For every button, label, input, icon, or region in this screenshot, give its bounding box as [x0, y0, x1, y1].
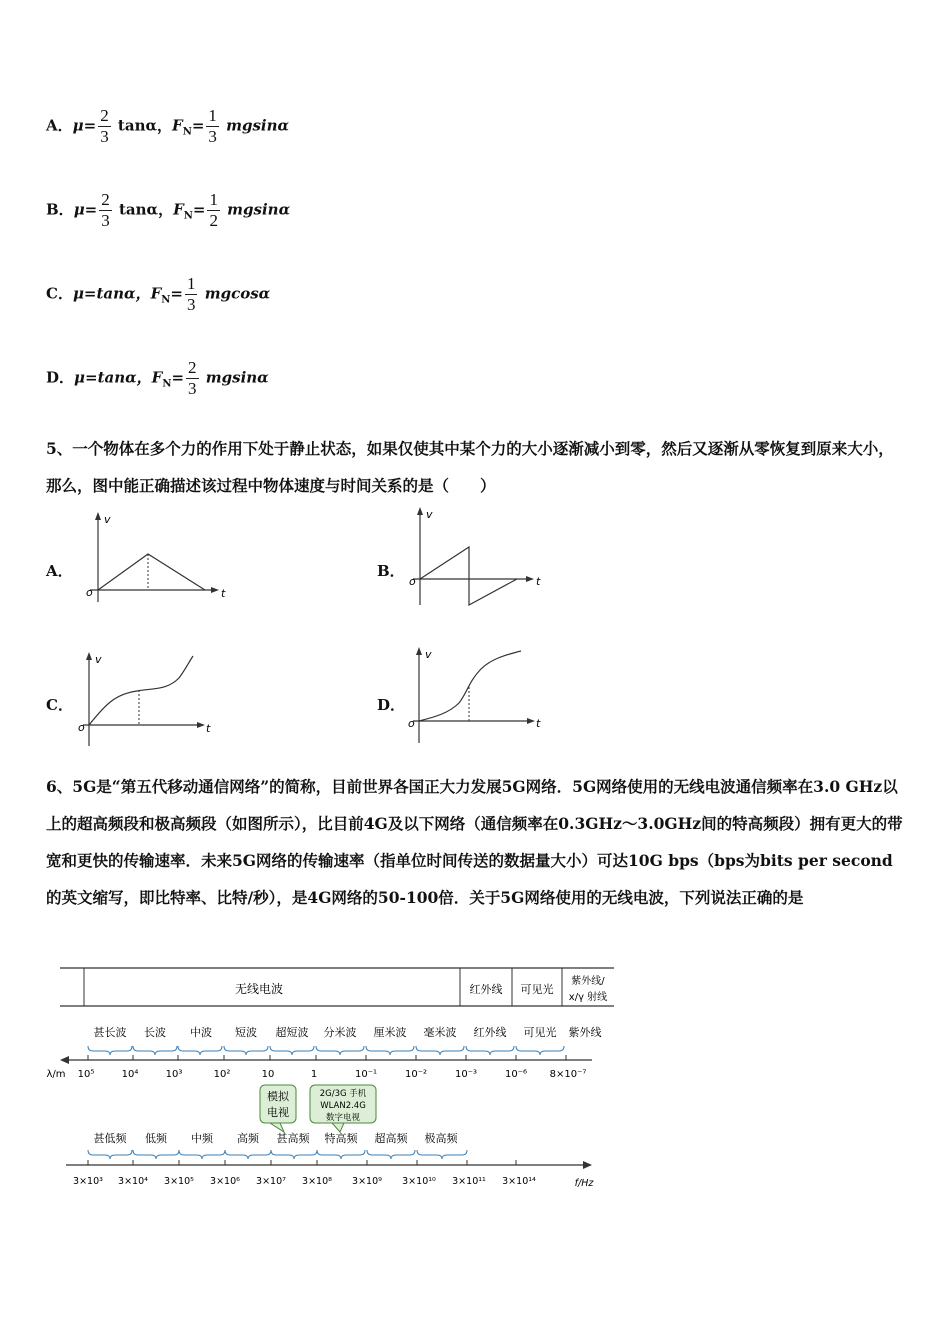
freq-band-label: 超高频: [374, 1132, 408, 1145]
callout-text: 2G/3G 手机: [319, 1089, 367, 1099]
force-suffix: mgsinα: [220, 116, 290, 135]
freq-band-label: 甚低频: [93, 1132, 127, 1145]
question-6-text: 6、5G是“第五代移动通信网络”的简称，目前世界各国正大力发展5G网络．5G网络使用的无线电波通信频率在3.0 GHz以上的超高频段和极高频段（如图所示），比目前4G及以下网络（通信频率在0.3GHz～3.0GHz间的特高频段）拥有更大的带宽和更快的传输速率．未来5G网络的传输速率（指单位时间传送的数据量大小）可达10G bps（bps为bits per second的英文缩写，即比特率、比特/秒），是4G网络的50-100倍．关于5G网络使用的无线电波，下列说法正确的是: [46, 777, 903, 907]
t-axis-arrow: [211, 587, 219, 593]
band-infrared: 红外线: [469, 983, 503, 996]
velocity-curve: [420, 547, 517, 605]
t-label: t: [206, 722, 211, 735]
lambda-axis-arrow: [60, 1056, 69, 1064]
freq-band-label: 中频: [191, 1132, 213, 1145]
band-brace: [466, 1046, 514, 1055]
callout-text: 电视: [267, 1106, 289, 1119]
band-brace: [225, 1150, 271, 1159]
band-brace: [179, 1150, 225, 1159]
force-sub: N: [182, 126, 192, 138]
force-sub: N: [183, 210, 193, 222]
mu-suffix: tanα，: [112, 116, 173, 135]
option-label: D．: [46, 368, 75, 387]
wave-band-label: 中波: [190, 1026, 212, 1039]
velocity-curve: [98, 554, 205, 590]
force-suffix: mgsinα: [200, 368, 269, 387]
v-label: v: [426, 508, 433, 521]
equals: =: [171, 368, 185, 387]
wave-band-label: 长波: [144, 1026, 166, 1039]
graph-b: [405, 505, 555, 610]
velocity-curve: [419, 651, 521, 721]
wave-band-label: 分米波: [323, 1026, 357, 1039]
freq-tick-label: 3×10⁴: [118, 1176, 148, 1187]
fraction: [186, 358, 199, 399]
fraction: [207, 190, 220, 231]
numerator: 1: [186, 274, 196, 293]
band-brace: [516, 1046, 564, 1055]
band-visible: 可见光: [520, 983, 554, 996]
option-label: A．: [46, 116, 73, 135]
lambda-tick-label: 10⁻¹: [354, 1069, 378, 1080]
option-label: C．: [46, 284, 73, 303]
freq-tick-label: 3×10¹⁴: [502, 1176, 536, 1187]
band-brace: [270, 1046, 314, 1055]
callout-text: 数字电视: [325, 1113, 361, 1123]
freq-band-label: 特高频: [324, 1132, 358, 1145]
lambda-tick-label: 1: [310, 1069, 318, 1080]
wave-band-label: 紫外线: [568, 1026, 602, 1039]
lambda-tick-label: 10⁵: [77, 1069, 95, 1080]
band-xray: x/γ 射线: [568, 992, 608, 1003]
freq-tick-label: 3×10⁵: [164, 1176, 194, 1187]
graph-d-label: D．: [377, 696, 406, 714]
mu-text: μ=: [73, 200, 98, 219]
wave-band-label: 甚长波: [93, 1026, 127, 1039]
denominator: 3: [101, 211, 110, 230]
question-5-text: 5、一个物体在多个力的作用下处于静止状态，如果仅使其中某个力的大小逐渐减小到零，然后又逐渐从零恢复到原来大小，那么，图中能正确描述该过程中物体速度与时间关系的是（ ）: [46, 439, 894, 495]
freq-tick-label: 3×10³: [73, 1176, 103, 1187]
band-uv: 紫外线/: [571, 976, 605, 987]
lambda-tick-label: 10⁴: [121, 1069, 139, 1080]
v-label: v: [95, 653, 102, 666]
numerator: 1: [208, 106, 217, 125]
freq-band-label: 低频: [145, 1132, 167, 1145]
freq-tick-label: 3×10⁸: [302, 1176, 332, 1187]
callout-text: 模拟: [267, 1090, 289, 1103]
force-sub: N: [162, 378, 172, 390]
lambda-tick-label: 10: [261, 1069, 275, 1080]
band-brace: [178, 1046, 222, 1055]
force-sub: N: [161, 294, 171, 306]
denominator: 2: [209, 211, 218, 230]
fraction: [98, 106, 111, 147]
band-brace: [133, 1046, 177, 1055]
lambda-tick-label: 10⁻³: [454, 1069, 478, 1080]
force-symbol: F: [173, 200, 184, 219]
freq-tick-label: 3×10⁹: [352, 1176, 382, 1187]
force-symbol: F: [172, 116, 183, 135]
callout-analog-tv: [260, 1085, 296, 1132]
em-spectrum-diagram: [44, 964, 614, 1194]
graph-c-label: C．: [46, 696, 73, 714]
band-brace: [88, 1150, 132, 1159]
mu-suffix: tanα，: [113, 200, 174, 219]
freq-tick-label: 3×10⁶: [210, 1176, 240, 1187]
mu-text: μ=: [72, 116, 97, 135]
lambda-tick-label: 10⁻²: [404, 1069, 428, 1080]
graph-c: [75, 650, 225, 750]
option-c: [46, 274, 270, 315]
option-d: [46, 358, 269, 399]
freq-tick-label: 3×10¹⁰: [402, 1176, 436, 1187]
band-brace: [316, 1046, 364, 1055]
v-axis-arrow: [416, 647, 422, 655]
fraction: [185, 274, 198, 315]
band-brace: [224, 1046, 268, 1055]
v-axis-arrow: [417, 507, 423, 515]
graph-a: [80, 510, 230, 610]
v-label: v: [425, 648, 432, 661]
t-axis-arrow: [197, 722, 205, 728]
equals: =: [191, 116, 205, 135]
velocity-curve: [89, 656, 193, 725]
lambda-tick-label: 10²: [213, 1069, 231, 1080]
denominator: 3: [100, 127, 109, 146]
numerator: 2: [100, 106, 109, 125]
callout-mobile-wlan: [310, 1085, 376, 1132]
graph-a-label: A．: [46, 562, 73, 580]
force-suffix: mgcosα: [199, 284, 271, 303]
freq-tick-label: 3×10⁷: [256, 1176, 286, 1187]
band-brace: [366, 1046, 414, 1055]
band-brace: [317, 1150, 365, 1159]
t-axis-arrow: [527, 718, 535, 724]
wave-band-label: 超短波: [275, 1026, 309, 1039]
force-suffix: mgsinα: [221, 200, 291, 219]
equals: =: [170, 284, 183, 303]
band-brace: [133, 1150, 179, 1159]
freq-axis-arrow: [583, 1161, 592, 1169]
v-axis-arrow: [86, 652, 92, 660]
wave-band-label: 短波: [235, 1026, 257, 1039]
origin-label: o: [408, 717, 415, 730]
equals: =: [192, 200, 206, 219]
option-label: B．: [46, 200, 74, 219]
graph-b-label: B．: [377, 562, 405, 580]
denominator: 3: [186, 295, 196, 314]
lambda-tick-label: 8×10⁻⁷: [549, 1069, 587, 1080]
band-brace: [367, 1150, 415, 1159]
band-brace: [271, 1150, 317, 1159]
lambda-tick-label: 10³: [165, 1069, 183, 1080]
callout-text: WLAN2.4G: [320, 1101, 366, 1111]
t-axis-arrow: [526, 576, 534, 582]
graph-d: [405, 645, 555, 745]
wave-band-label: 毫米波: [423, 1026, 457, 1039]
wave-band-label: 可见光: [523, 1026, 557, 1039]
freq-band-label: 甚高频: [276, 1132, 310, 1145]
lambda-unit-label: λ/m: [46, 1069, 66, 1080]
freq-band-label: 高频: [237, 1132, 259, 1145]
origin-label: o: [78, 721, 85, 734]
numerator: 2: [188, 358, 197, 377]
t-label: t: [536, 717, 541, 730]
v-axis-arrow: [95, 512, 101, 520]
band-brace: [417, 1150, 467, 1159]
denominator: 3: [208, 127, 217, 146]
freq-tick-label: 3×10¹¹: [452, 1176, 486, 1187]
wave-band-label: 厘米波: [373, 1026, 407, 1039]
fraction: [206, 106, 219, 147]
t-label: t: [221, 587, 226, 600]
band-brace: [88, 1046, 132, 1055]
lambda-tick-label: 10⁻⁶: [504, 1069, 528, 1080]
fraction: [99, 190, 112, 231]
v-label: v: [104, 513, 111, 526]
origin-label: o: [86, 586, 93, 599]
mu-text: μ=tanα，: [74, 368, 152, 387]
band-radio: 无线电波: [234, 982, 284, 996]
option-a: [46, 106, 289, 147]
origin-label: o: [409, 575, 416, 588]
numerator: 2: [101, 190, 110, 209]
option-b: [46, 190, 290, 231]
numerator: 1: [209, 190, 218, 209]
force-symbol: F: [151, 368, 163, 387]
freq-unit-label: f/Hz: [574, 1178, 594, 1189]
force-symbol: F: [150, 284, 162, 303]
t-label: t: [536, 575, 541, 588]
band-brace: [416, 1046, 464, 1055]
freq-band-label: 极高频: [424, 1132, 458, 1145]
mu-text: μ=tanα，: [72, 284, 151, 303]
denominator: 3: [188, 379, 197, 398]
wave-band-label: 红外线: [473, 1026, 507, 1039]
